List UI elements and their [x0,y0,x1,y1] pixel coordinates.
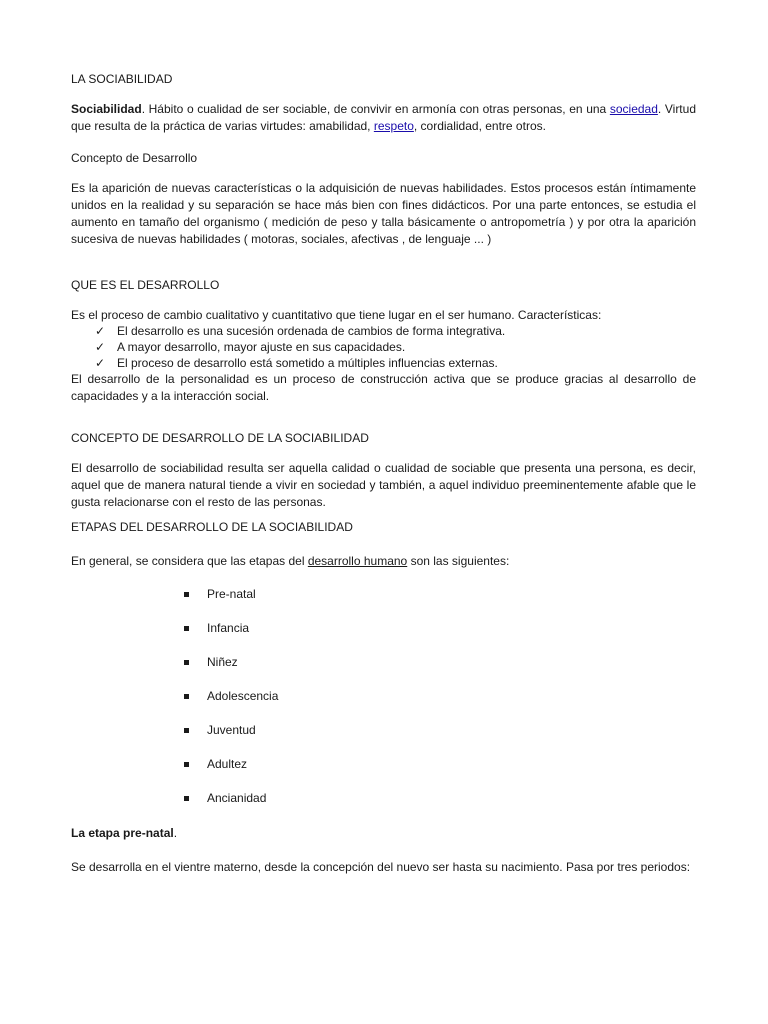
etapas-heading: ETAPAS DEL DESARROLLO DE LA SOCIABILIDAD [71,520,353,534]
bullet-icon [184,626,189,631]
bullet-icon [184,728,189,733]
definition-text-a: . Hábito o cualidad de ser sociable, de convivir en armonía con otras personas, en una [141,102,610,116]
characteristics-list [71,323,696,371]
link-respeto[interactable]: respeto [373,119,414,133]
doc-title: LA SOCIABILIDAD [71,72,173,86]
list-item: ✓ A mayor desarrollo, mayor ajuste en sus capacidades. [95,340,406,354]
list-item: ✓ El proceso de desarrollo está sometido a múltiples influencias externas. [95,356,498,370]
definition-text-c: , cordialidad, entre otros. [413,119,546,133]
document-page: LA SOCIABILIDAD Sociabilidad. Hábito o cualidad de ser sociable, de convivir en armonía con otras personas, en una sociedad. Virtud que resulta de la práctica de varias virtudes: amabilidad, respeto, cordialidad, entre otros. Concepto de Desarrollo Es la aparición de nuevas características o la adquisición de nuevas habilidades. Estos procesos están íntimamente unidos en la realidad y su separación se hace más bien con fines didácticos. Por una parte entonces, se estudia el aumento en tamaño del organismo ( medición de peso y talla básicamente o antropometría ) y por otra la aparición sucesiva de nuevas habilidades ( motoras, sociales, afectivas , de lenguaje ... ) QUE ES EL DESARROLLO Es el proceso de cambio cualitativo y cuantitativo que tiene lugar en el ser humano. Características: ✓ El desarrollo es una sucesión ordenada de cambios de forma integrativa. ✓ A mayor desarrollo, mayor ajuste en sus capacidades. ✓ El proceso de desarrollo está sometido a múltiples influencias externas. El desarrollo de la personalidad es un proceso de construcción activa que se produce gracias al desarrollo de capacidades y a la interacción social. CONCEPTO DE DESARROLLO DE LA SOCIABILIDAD El desarrollo de sociabilidad resulta ser aquella calidad o cualidad de sociable que presenta una persona, es decir, aquel que de manera natural tiende a vivir en sociedad y también, a aquel individuo preeminentemente afable que le gusta relacionarse con el resto de las personas. ETAPAS DEL DESARROLLO DE LA SOCIABILIDAD En general, se considera que las etapas del desarrollo humano son las siguientes: Pre-natal Infancia Niñez Adolescencia Juventud Adultez Ancianidad La etapa pre-natal. Se desarrolla en el vientre materno, desde la concepción del nuevo ser hasta su nacimiento. Pasa por tres periodos: [71,72,696,874]
list-item: ✓ El desarrollo es una sucesión ordenada de cambios de forma integrativa. [95,324,506,338]
que-heading: QUE ES EL DESARROLLO [71,278,220,292]
etapas-intro: En general, se considera que las etapas del desarrollo humano son las siguientes: [71,554,510,568]
checkmark-icon: ✓ [95,356,106,370]
que-intro: Es el proceso de cambio cualitativo y cuantitativo que tiene lugar en el ser humano. Características: [71,308,602,322]
que-outro: El desarrollo de la personalidad es un proceso de construcción activa que se produce gracias al desarrollo de capacidades y a la interacción social. [71,372,696,403]
prenatal-heading: La etapa pre-natal. [71,826,178,840]
checkmark-icon: ✓ [95,340,106,354]
concepto-heading: Concepto de Desarrollo [71,151,198,165]
checkmark-icon: ✓ [95,324,106,338]
bullet-icon [184,796,189,801]
link-desarrollo-humano[interactable]: desarrollo humano [307,554,408,568]
bullet-icon [184,592,189,597]
concepto-soc-heading: CONCEPTO DE DESARROLLO DE LA SOCIABILIDAD [71,431,369,445]
bullet-icon [184,762,189,767]
link-sociedad[interactable]: sociedad [609,102,658,116]
definition-text-b: . Virtud que resulta de la práctica de varias virtudes: amabilidad, [71,102,696,133]
concepto-soc-paragraph: El desarrollo de sociabilidad resulta ser aquella calidad o cualidad de sociable que presenta una persona, es decir, aquel que de manera natural tiende a vivir en sociedad y también, a aquel individuo preeminentemente afable que le gusta relacionarse con el resto de las personas. [71,461,696,509]
sociabilidad-definition [71,101,696,135]
concepto-paragraph: Es la aparición de nuevas características o la adquisición de nuevas habilidades. Estos procesos están íntimamente unidos en la realidad y su separación se hace más bien con fines didácticos. Por una parte entonces, se estudia el aumento en tamaño del organismo ( medición de peso y talla básicamente o antropometría ) y por otra la aparición sucesiva de nuevas habilidades ( motoras, sociales, afectivas , de lenguaje ... ) [71,181,696,246]
term-sociabilidad: Sociabilidad [71,102,142,116]
prenatal-paragraph: Se desarrolla en el vientre materno, desde la concepción del nuevo ser hasta su nacimiento. Pasa por tres periodos: [71,860,691,874]
bullet-icon [184,660,189,665]
bullet-icon [184,694,189,699]
